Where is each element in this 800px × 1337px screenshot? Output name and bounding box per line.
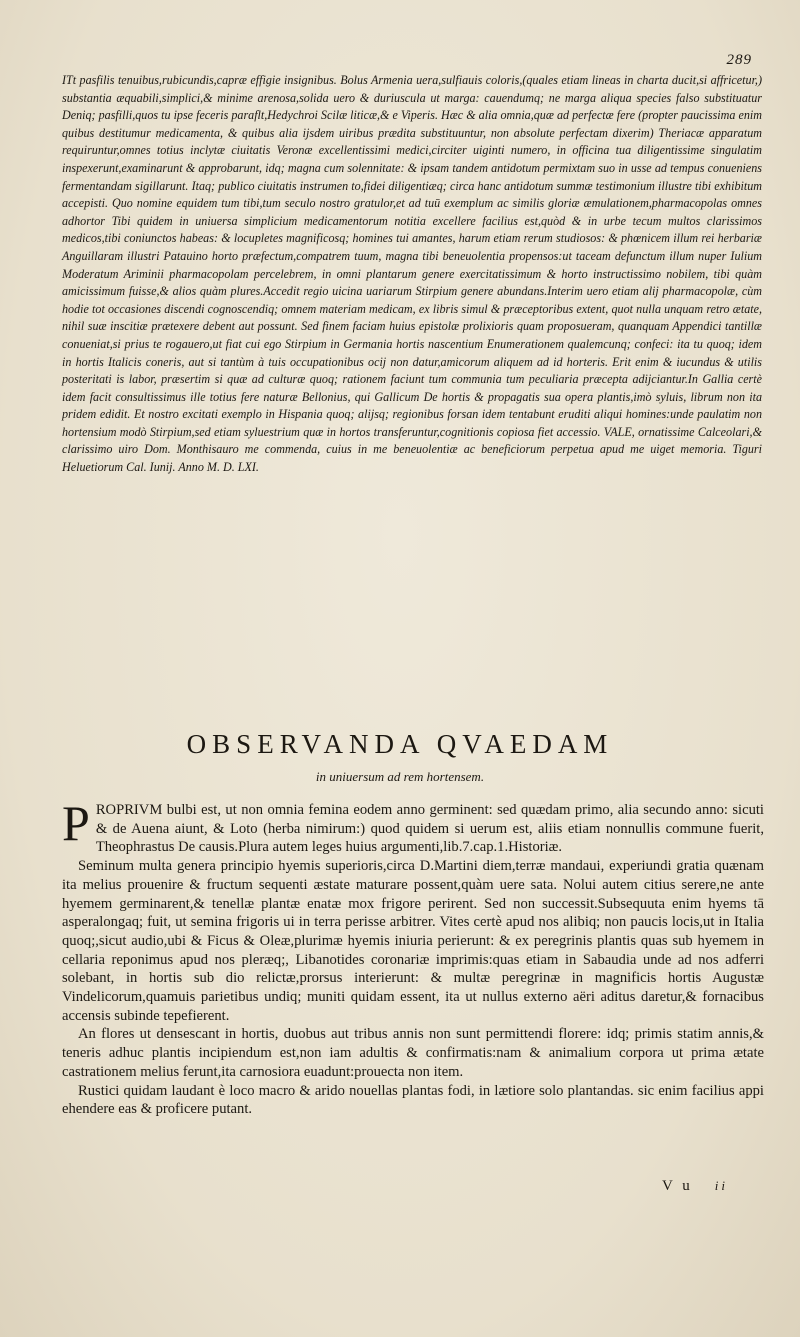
page-number: 289 — [726, 52, 752, 68]
observation-paragraph-1 — [62, 795, 764, 857]
observation-paragraph-4: Rustici quidam laudant è loco macro & arido nouellas plantas fodi, in lætiore solo plantandas. sic enim facilius appi ehendere eas & proficere putant. — [62, 1082, 764, 1118]
drop-cap-initial: P — [62, 795, 90, 851]
catchword — [662, 1178, 728, 1195]
observation-text-1: ROPRIVM bulbi est, ut non omnia femina eodem anno germinent: sed quædam primo, alia secundo anno: sicuti & de Auena aiunt, & Loto (herba nimirum:) quod quidem si uerum est, aliis etiam nonnullis commune fuerit, Theophrastus De causis.Plura autem leges huius argumenti,lib.7.cap.1.Historiæ. — [95, 802, 764, 856]
section-subheading: in uniuersum ad rem hortensem. — [315, 769, 485, 784]
observation-paragraph-3: An flores ut densescant in hortis, duobus aut tribus annis non sunt permittendi florere: idq; primis statim annis,& teneris adhuc plantis incipiendum est,non iam adultis & confirmatis:nam & animalium corpora ut prima ætate castrationem melius ferunt,ita carnosiora euadunt:prouecta non item. — [62, 1026, 764, 1080]
observations-text — [62, 795, 764, 1119]
italic-letter-text — [62, 72, 762, 477]
signature-mark: ii — [714, 1178, 728, 1193]
letter-paragraph: ITt pasfilis tenuibus,rubicundis,capræ effigie insignibus. Bolus Armenia uera,sulfiauis coloris,(quales etiam lineas in charta ducit,si affricetur,) substantia æquabili,simplici,& minime arenosa,solida uero & duriuscula ut marga: cauendumq; ne marga aliqua species falso substituatur Deniq; pasfilli,quos tu ipse feceris paraflt,Hedychroi Scilæ liticæ,& e Viperis. Hæc & alia omnia,quæ ad perfectæ fere (propter paucissima enim quibus destitumur medicamenta, & quibus alia ijsdem uiribus prædita substituuntur, non absolute perfectam dixerim) Theriacæ apparatum requiruntur,omnes totius inclytæ ciuitatis Veronæ excellentissimi medici,circiter uiginti numero, in officina tua diligentissime singulatim inspexerunt,examinarunt & approbarunt, idq; magna cum solennitate: & ipsam tandem antidotum permixtam suo in usse ad tempus conueniens fermentandam sigillarunt. Itaq; publico ciuitatis instrumen to,fidei diligentiæq; circa hanc antidotum summæ testimonium illustre tibi exhibitum accepisti. Quo nomine equidem tum tibi,tum seculo nostro gratulor,et ad tuū exemplum ac similis gloriæ æmulationem,pharmacopolas omnes adhortor Tibi quidem in uniuersa simplicium medicamentorum notitia excellere facilius est,quòd & in urbe tecum multos clarissimos medicos,tibi coniunctos habeas: & locupletes magnificosq; homines tui amantes, harum etiam rerum studiosos: & phœnicem illum rei herbariæ Anguillaram illustri Patauino horto præfectum,compatrem tuum, magna tibi beneuolentia propensos:ut taceam defunctum illum nuper Iulium Moderatum Ariminii pharmacopolam percelebrem, in omni plantarum genere exercitatissimum & horto instructissimo nobilem, tibi quàm amicissimum fuisse,& alios quàm plures.Accedit regio uicina uariarum Stirpium genere abundans.Interim uero etiam alij pharmacopolæ, cùm hodie tot occasiones discendi cognoscendiq; omnem materiam medicam, ex libris simul & præceptoribus extent, quot nulla unquam retro ætate, nihil suæ inscitiæ prætexere debent aut possunt. Sed finem faciam huius epistolæ prolixioris quam proposueram, quanquam Appendici tantillæ conueniat,si prius te rogauero,ut fiat cui ego Stirpium in Germania hortis nascentium Enumerationem qualemcunq; confeci: ita tu quoq; idem in hortis Italicis coneris, aut si tantùm à tuis occupationibus ocij non datur,amicorum aliquem ad id horteris. Erit enim & iucundus & utilis posteritati is labor, præsertim si quæ ad culturæ quoq; rationem faciunt tum communia tum peculiaria præcepta adijciantur.In Gallia certè idem facit consultissimus ille totius fere naturæ Bellonius, qui Gallicum De hortis & propagatis sua opera plantis,imò syluis, librum non ita pridem edidit. Et nostro excitati exemplo in Hispania quoq; alijsq; regionibus forsan idem tentabunt eruditi aliqui homines:unde paulatim non hortensium modò Stirpium,sed etiam syluestrium quæ in hortos transferuntur,cognitionis copiosa fiet accessio. VALE, ornatissime Calceolari,& clarissimo uiro Dom. Monthisauro me commenda, cuius in me beneuolentiæ ac beneficiorum perpetua apud me uiget memoria. Tiguri Heluetiorum Cal. Iunij. Anno M. D. LXI. — [62, 73, 762, 475]
catchword-text: V u — [661, 1178, 693, 1194]
observation-paragraph-2: Seminum multa genera principio hyemis superioris,circa D.Martini diem,terræ mandaui, experiundi gratia quænam ita melius prouenire & fructum sequenti æstate maturare possent,quàm uere sata. Nolui autem citius serere,ne ante hyemem germinarent,& tenellæ plantæ enatæ mox frigore perirent. Sed non successit.Subsequuta enim hyems tā asperalongaq; fuit, ut semina frigoris ui in terra perisse arbitrer. Vites certè apud nos alibiq; non paucis locis,ut in Italia quoq;,sicut audio,ubi & Ficus & Oleæ,plurimæ hyemis iniuria perierunt: & ex peregrinis plantis quas sub hyemem in cellaria reponimus apud nos pleræq;, Libanotides coronariæ imprimis:quas etiam in Sabaudia unde ad nos adferri solebant, in hortis sub dio relictæ,prorsus interierunt: & multæ peregrinæ in magnificis hortis Augustæ Vindelicorum,quamuis parietibus undiq; muniti quidam essent, ita ut nullus externo aëri aditus daretur,& fornacibus accensis subinde tepefierent. — [62, 858, 764, 1024]
section-heading: OBSERVANDA QVAEDAM — [186, 729, 614, 759]
